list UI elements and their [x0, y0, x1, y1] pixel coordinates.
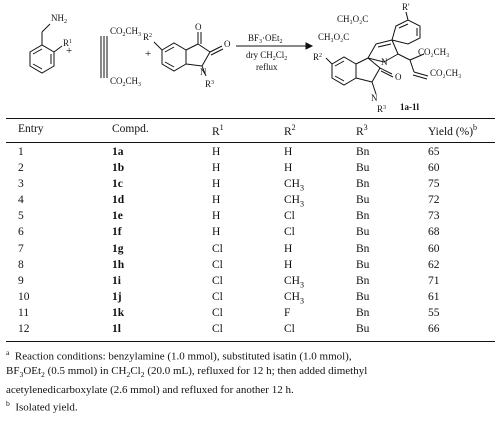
cell-r2: $CH_3$ — [284, 178, 305, 193]
cell-r1: H — [212, 194, 221, 207]
cell-r2: Cl — [284, 210, 295, 223]
cell-yield: 66 — [428, 323, 440, 336]
table-bottom-rule — [6, 341, 495, 342]
header-r3: $R^3$ — [356, 123, 368, 138]
cell-r1: Cl — [212, 242, 223, 255]
cell-r3: Bn — [356, 178, 370, 191]
cell-r3: Bu — [356, 162, 370, 175]
cell-r3: Bu — [356, 290, 370, 303]
cell-r2: Cl — [284, 323, 295, 336]
cell-r3: Bu — [356, 258, 370, 271]
product-ester1: CH₃O₂C — [337, 14, 369, 24]
cell-entry: 6 — [18, 226, 24, 239]
table-row — [0, 323, 501, 339]
cell-compd: 1b — [112, 162, 125, 175]
cell-entry: 9 — [18, 274, 24, 287]
product-ester4: CO₂CH₃ — [430, 68, 462, 78]
isatin-n: N — [200, 67, 207, 77]
cell-entry: 1 — [18, 146, 24, 158]
cell-yield: 72 — [428, 194, 440, 207]
table-header-rule — [6, 142, 495, 143]
cell-r1: H — [212, 162, 221, 175]
cell-r2: Cl — [284, 226, 295, 239]
product-r3: $R^3$ — [377, 104, 387, 114]
table-row — [0, 226, 501, 242]
r1-label: $R^1$ — [63, 38, 73, 48]
isatin-o1: O — [195, 22, 202, 32]
footnote-a: $^a$ Reaction conditions: benzylamine (1.0 mmol), substituted isatin (1.0 mmol), — [6, 348, 352, 363]
table-top-rule — [6, 118, 495, 119]
header-r1: $R^1$ — [212, 123, 224, 138]
table-row — [0, 307, 501, 323]
table-header — [0, 120, 501, 140]
cell-r1: H — [212, 210, 221, 223]
table-row — [0, 291, 501, 307]
cell-entry: 11 — [18, 306, 30, 319]
table-row — [0, 162, 501, 178]
cell-r1: Cl — [212, 274, 223, 287]
product-n2: N — [371, 93, 378, 103]
cell-r3: Bu — [356, 194, 370, 207]
cell-entry: 10 — [18, 290, 30, 303]
product-label: 1a-1l — [400, 102, 419, 112]
cell-entry: 12 — [18, 323, 30, 336]
cell-r3: Bn — [356, 274, 370, 287]
cell-r1: Cl — [212, 258, 223, 271]
cell-r2: H — [284, 242, 293, 255]
footnote-b: $^b$ Isolated yield. — [6, 399, 78, 414]
table-row — [0, 259, 501, 275]
cell-r3: Bu — [356, 226, 370, 239]
reagent-solvent: dry $CH_2Cl_2$ — [246, 50, 288, 62]
header-entry: Entry — [18, 123, 44, 135]
cell-entry: 2 — [18, 162, 24, 175]
cell-r2: H — [284, 146, 293, 158]
cell-r2: $CH_3$ — [284, 194, 305, 209]
cell-compd: 1a — [112, 146, 124, 158]
cell-compd: 1g — [112, 242, 124, 255]
header-yield: Yield (%)$^b$ — [428, 123, 478, 138]
cell-r3: Bn — [356, 146, 370, 158]
cell-r1: Cl — [212, 323, 223, 336]
table-row — [0, 210, 501, 226]
cell-yield: 65 — [428, 146, 440, 158]
cell-entry: 7 — [18, 242, 24, 255]
cell-r1: H — [212, 146, 221, 158]
cell-yield: 60 — [428, 242, 440, 255]
cell-r1: H — [212, 226, 221, 239]
cell-yield: 73 — [428, 210, 440, 223]
product-r1: R' — [402, 2, 410, 12]
table-row — [0, 275, 501, 291]
table-row — [0, 243, 501, 259]
cell-r2: $CH_3$ — [284, 274, 305, 290]
cell-r3: Bn — [356, 306, 370, 319]
cell-r3: Bu — [356, 323, 370, 336]
plus-2: + — [145, 48, 152, 60]
dmad-bottom: $CO_2CH_3$ — [110, 76, 142, 88]
cell-r1: Cl — [212, 306, 223, 319]
cell-compd: 1k — [112, 306, 125, 319]
header-r2: $R^2$ — [284, 123, 296, 138]
table-row — [0, 178, 501, 194]
header-compd: Compd. — [112, 123, 149, 135]
cell-r1: H — [212, 178, 221, 191]
footnote-a-line3: acetylenedicarboxylate (2.6 mmol) and refluxed for another 12 h. — [6, 383, 294, 396]
isatin-r3: $R^3$ — [205, 79, 215, 89]
cell-entry: 8 — [18, 258, 24, 271]
cell-r3: Bn — [356, 242, 370, 255]
cell-yield: 71 — [428, 274, 440, 287]
cell-yield: 62 — [428, 258, 440, 271]
cell-r2: $CH_3$ — [284, 290, 305, 306]
cell-r2: F — [284, 306, 291, 319]
isatin-r2: $R^2$ — [143, 32, 153, 42]
cell-r1: Cl — [212, 290, 223, 303]
isatin-o2: O — [224, 39, 231, 49]
cell-yield: 68 — [428, 226, 440, 239]
cell-r2: H — [284, 162, 293, 175]
reagent-reflux: reflux — [256, 62, 278, 72]
table-body — [0, 146, 501, 339]
reagent-bf3: $BF_3\cdot OEt_2$ — [248, 33, 283, 45]
cell-compd: 1i — [112, 274, 121, 287]
cell-compd: 1e — [112, 210, 123, 223]
product-o: O — [395, 72, 402, 82]
product-r2: $R^2$ — [313, 52, 323, 62]
scheme-drawing — [0, 0, 501, 120]
cell-yield: 55 — [428, 306, 440, 319]
reaction-scheme — [0, 0, 501, 140]
cell-yield: 61 — [428, 290, 440, 303]
cell-r2: H — [284, 258, 293, 271]
product-ester3: CO₂CH₃ — [418, 47, 450, 57]
cell-entry: 3 — [18, 178, 24, 191]
plus-1: + — [66, 45, 73, 57]
amine-label: $NH_2$ — [51, 13, 67, 25]
cell-compd: 1c — [112, 178, 123, 191]
footnotes — [6, 346, 495, 416]
cell-yield: 60 — [428, 162, 440, 175]
product-n1: N — [381, 57, 388, 67]
dmad-top: $CO_2CH_3$ — [110, 26, 142, 38]
cell-compd: 1l — [112, 323, 121, 336]
cell-compd: 1d — [112, 194, 125, 207]
product-ester2: CH₃O₂C — [318, 32, 350, 42]
cell-r3: Bn — [356, 210, 370, 223]
table-row — [0, 194, 501, 210]
cell-compd: 1f — [112, 226, 122, 239]
table-row — [0, 146, 501, 162]
footnote-a-line2: $BF_3OEt_2$ (0.5 mmol) in $CH_2Cl_2$ (20.0 mL), refluxed for 12 h; then added dimethyl — [6, 365, 368, 380]
cell-entry: 5 — [18, 210, 24, 223]
cell-entry: 4 — [18, 194, 24, 207]
cell-yield: 75 — [428, 178, 440, 191]
cell-compd: 1j — [112, 290, 122, 303]
cell-compd: 1h — [112, 258, 125, 271]
